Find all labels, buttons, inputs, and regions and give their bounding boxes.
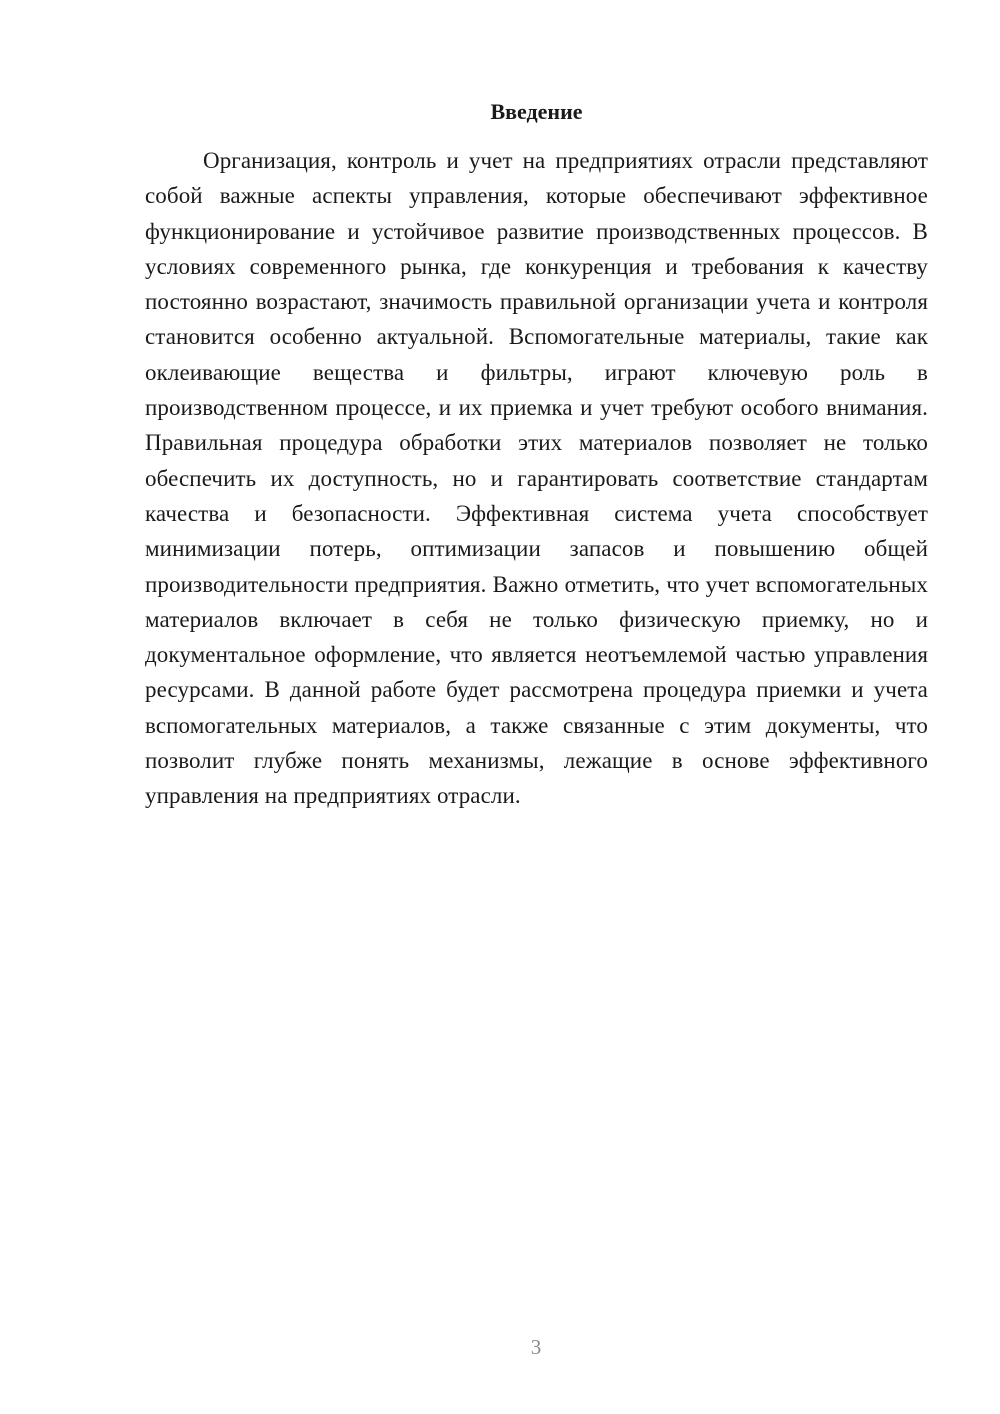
page-number: 3 <box>530 1335 542 1359</box>
section-heading: Введение <box>490 99 583 124</box>
body-paragraph: Организация, контроль и учет на предприятиях отрасли представляют собой важные аспекты управления, которые обеспечивают эффективное функционирование и устойчивое развитие производственных процессов. В условиях современного рынка, где конкуренция и требования к качеству постоянно возрастают, значимость правильной организации учета и контроля становится особенно актуальной. Вспомогательные материалы, такие как оклеивающие вещества и фильтры, играют ключевую роль в производственном процессе, и их приемка и учет требуют особого внимания. Правильная процедура обработки этих материалов позволяет не только обеспечить их доступность, но и гарантировать соответствие стандартам качества и безопасности. Эффективная система учета способствует минимизации потерь, оптимизации запасов и повышению общей производительности предприятия. Важно отметить, что учет вспомогательных материалов включает в себя не только физическую приемку, но и документальное оформление, что является неотъемлемой частью управления ресурсами. В данной работе будет рассмотрена процедура приемки и учета вспомогательных материалов, а также связанные с этим документы, что позволит глубже понять механизмы, лежащие в основе эффективного управления на предприятиях отрасли. <box>145 148 928 809</box>
